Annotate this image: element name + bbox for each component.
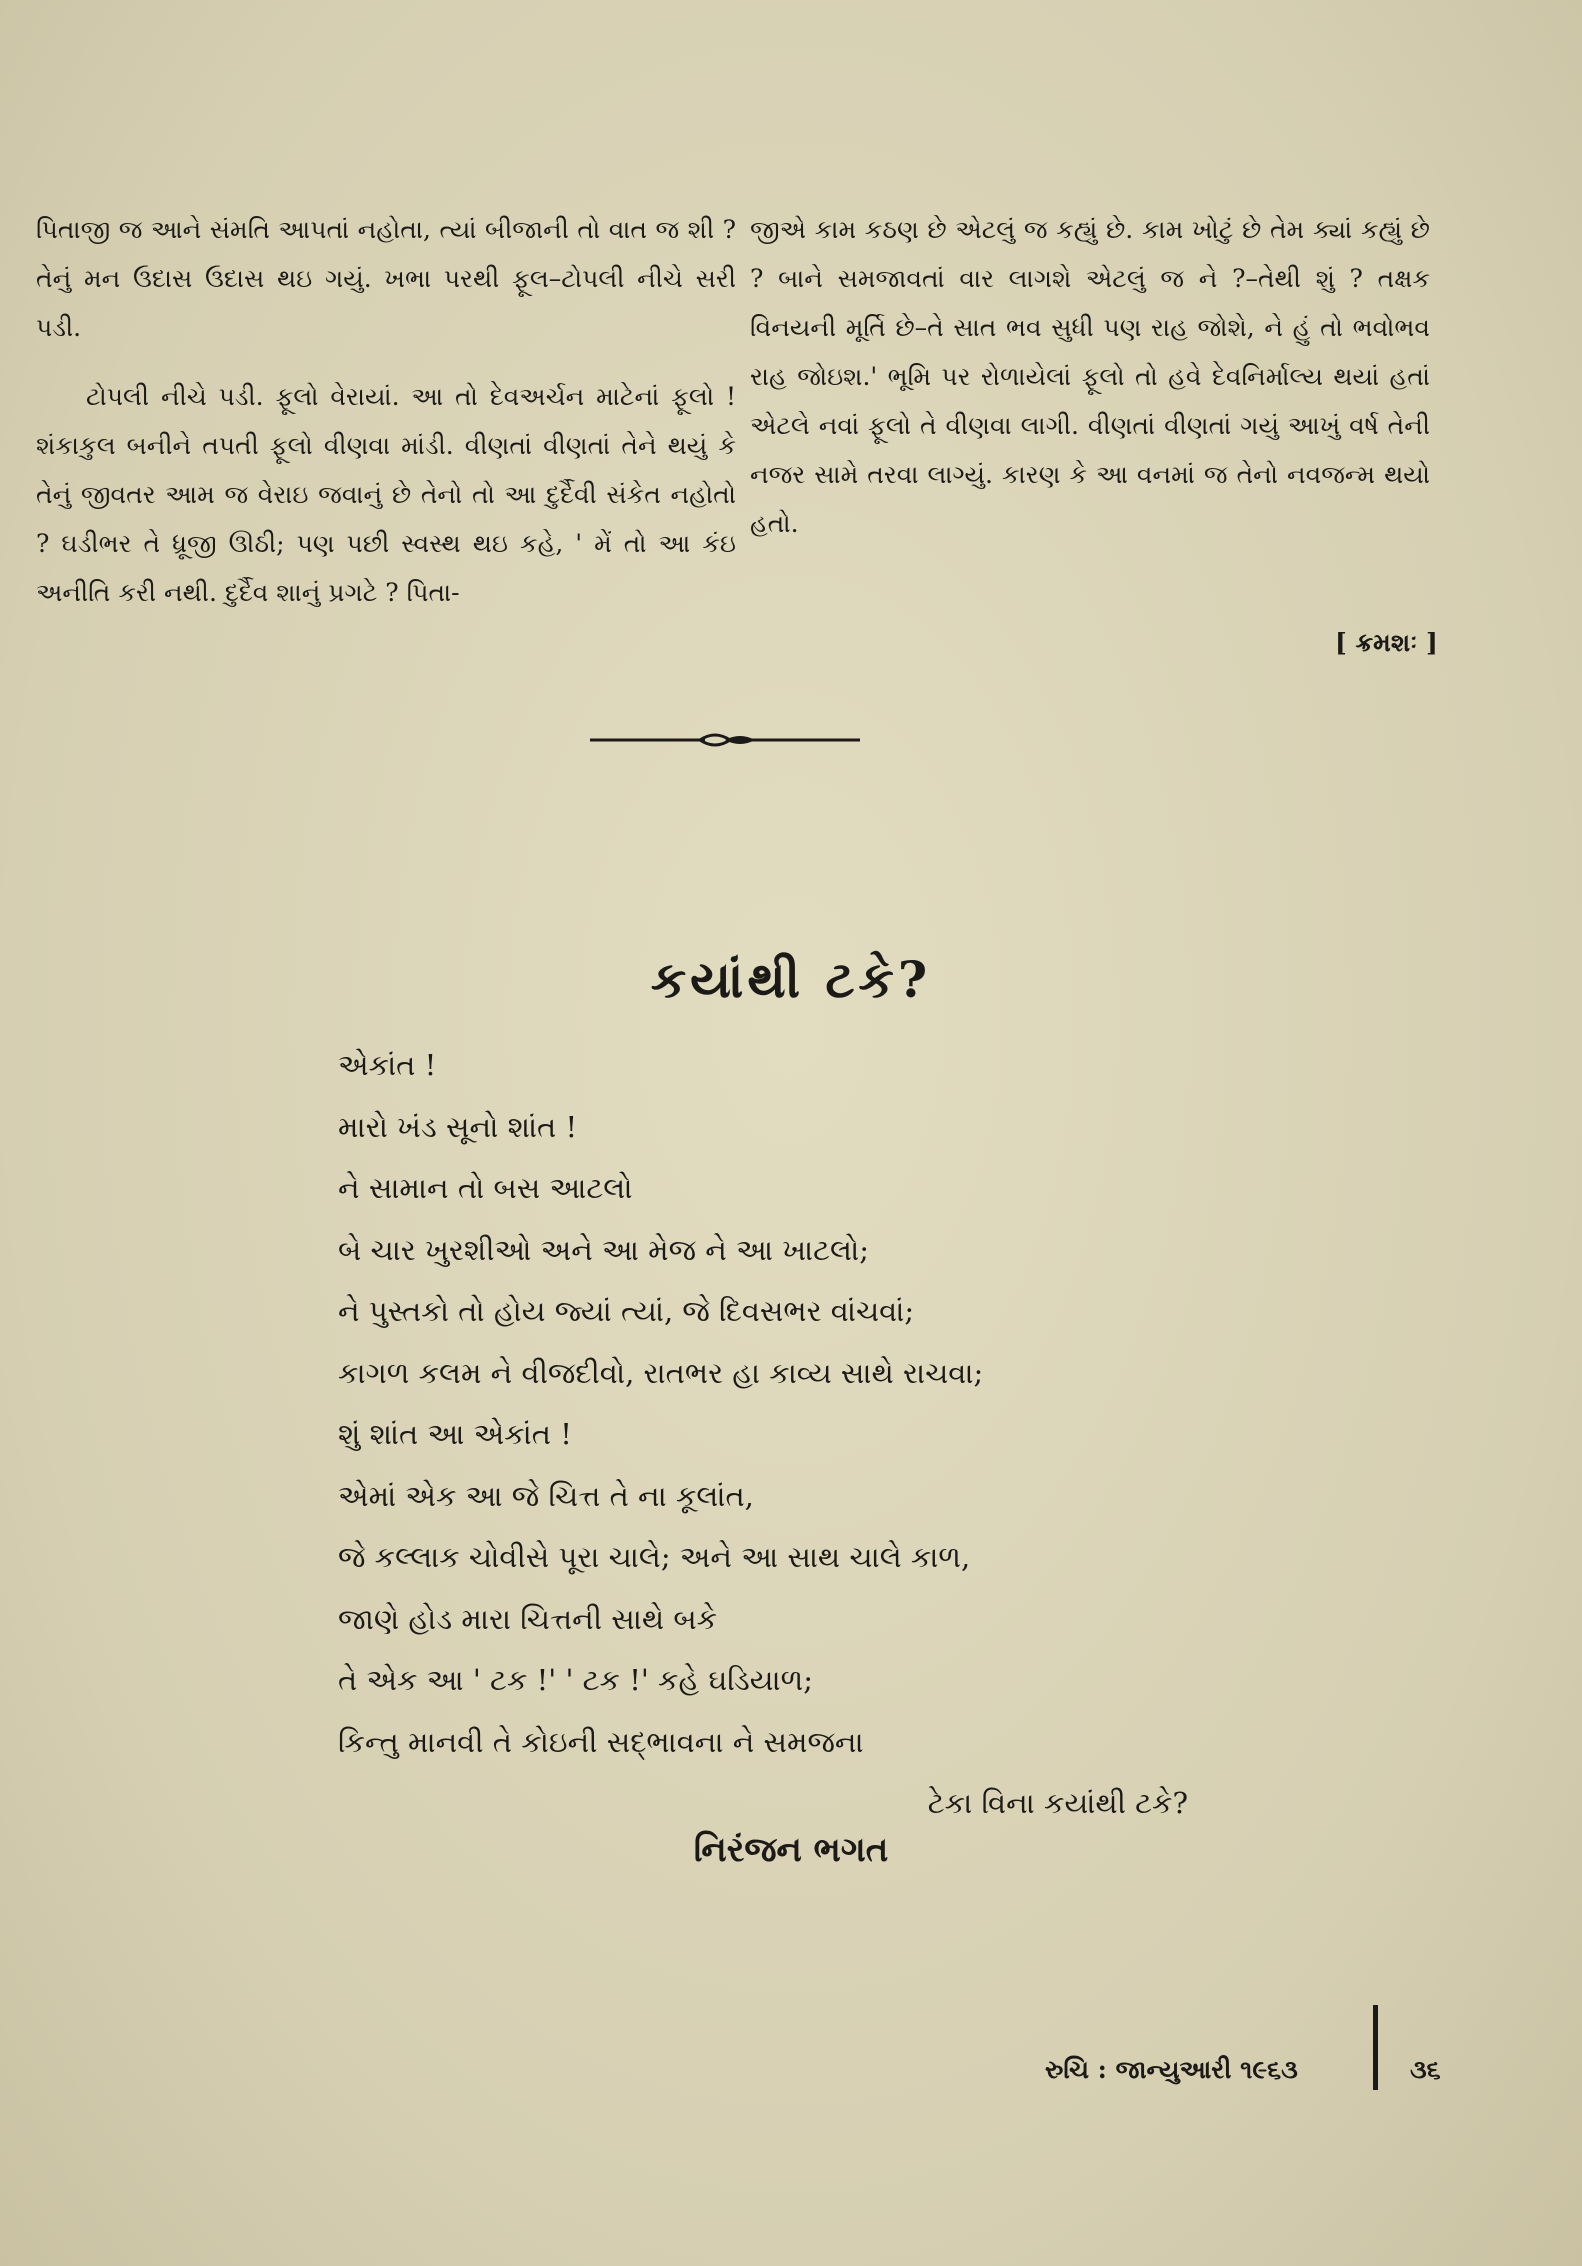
poem-line: જાણે હોડ મારા ચિત્તની સાથે બકે <box>338 1601 718 1636</box>
poem-body <box>338 1035 1188 1835</box>
ornament-divider <box>590 720 860 760</box>
poem-line: મારો ખંડ સૂનો શાંત ! <box>338 1109 578 1144</box>
left-column <box>36 205 736 637</box>
poem-line: તે એક આ ' ટક !' ' ટક !' કહે ઘડિયાળ; <box>338 1663 814 1697</box>
poem-title: કયાંથી ટકે? <box>650 950 932 1009</box>
page-number: ૩૬ <box>1410 2055 1441 2084</box>
left-paragraph-1: પિતાજી જ આને સંમતિ આપતાં નહોતા, ત્યાં બીજાની તો વાત જ શી ? તેનું મન ઉદાસ ઉદાસ થઇ ગયું. ખભા પરથી ફૂલ–ટોપલી નીચે સરી પડી. <box>36 215 736 342</box>
continued-marker: [ ક્રમશઃ ] <box>1335 628 1438 657</box>
poem-line: કિન્તુ માનવી તે કોઇની સદ્ભાવના ને સમજના <box>338 1724 864 1759</box>
magazine-issue: રુચિ : જાન્યુઆરી ૧૯૬૩ <box>1045 2055 1298 2084</box>
poem-line: બે ચાર ખુરશીઓ અને આ મેજ ને આ ખાટલો; <box>338 1232 869 1267</box>
poem-line: કાગળ કલમ ને વીજદીવો, રાતભર હા કાવ્ય સાથે રાચવા; <box>338 1355 984 1390</box>
poem-line: ને પુસ્તકો તો હોય જ્યાં ત્યાં, જે દિવસભર વાંચવાં; <box>338 1294 915 1328</box>
poem-line: એકાંત ! <box>338 1048 437 1082</box>
left-paragraph-2: ટોપલી નીચે પડી. ફૂલો વેરાયાં. આ તો દેવઅર્ચન માટેનાં ફૂલો ! શંકાકુલ બનીને તપતી ફૂલો વીણવા માંડી. વીણતાં વીણતાં તેને થયું કે તેનું જીવતર આમ જ વેરાઇ જવાનું છે તેનો તો આ દુર્દૈવી સંકેત નહોતો ? ઘડીભર તે ધ્રૂજી ઊઠી; પણ પછી સ્વસ્થ થઇ કહે, ' મેં તો આ કંઇ અનીતિ કરી નથી. દુર્દૈવ શાનું પ્રગટે ? પિતા- <box>36 382 736 607</box>
footer-divider <box>1373 2005 1378 2090</box>
poem-line: ને સામાન તો બસ આટલો <box>338 1171 633 1205</box>
poem-line: શું શાંત આ એકાંત ! <box>338 1417 572 1451</box>
right-paragraph-1: જીએ કામ કઠણ છે એટલું જ કહ્યું છે. કામ ખોટું છે તેમ ક્યાં કહ્યું છે ? બાને સમજાવતાં વાર લાગશે એટલું જ ને ?–તેથી શું ? તક્ષક વિનયની મૂર્તિ છે–તે સાત ભવ સુધી પણ રાહ જોશે, ને હું તો ભવોભવ રાહ જોઇશ.' ભૂમિ પર રોળાયેલાં ફૂલો તો હવે દેવનિર્માલ્ય થયાં હતાં એટલે નવાં ફૂલો તે વીણવા લાગી. વીણતાં વીણતાં ગયું આખું વર્ષ તેની નજર સામે તરવા લાગ્યું. કારણ કે આ વનમાં જ તેનો નવજન્મ થયો હતો. <box>750 215 1430 538</box>
right-column <box>750 205 1430 568</box>
poem-line: જે કલ્લાક ચોવીસે પૂરા ચાલે; અને આ સાથ ચાલે કાળ, <box>338 1540 971 1574</box>
poem-line: ટેકા વિના કયાંથી ટકે? <box>927 1786 1188 1820</box>
poem-line: એમાં એક આ જે ચિત્ત તે ના કૂલાંત, <box>338 1478 754 1513</box>
poet-name: નિરંજન ભગત <box>693 1830 889 1870</box>
